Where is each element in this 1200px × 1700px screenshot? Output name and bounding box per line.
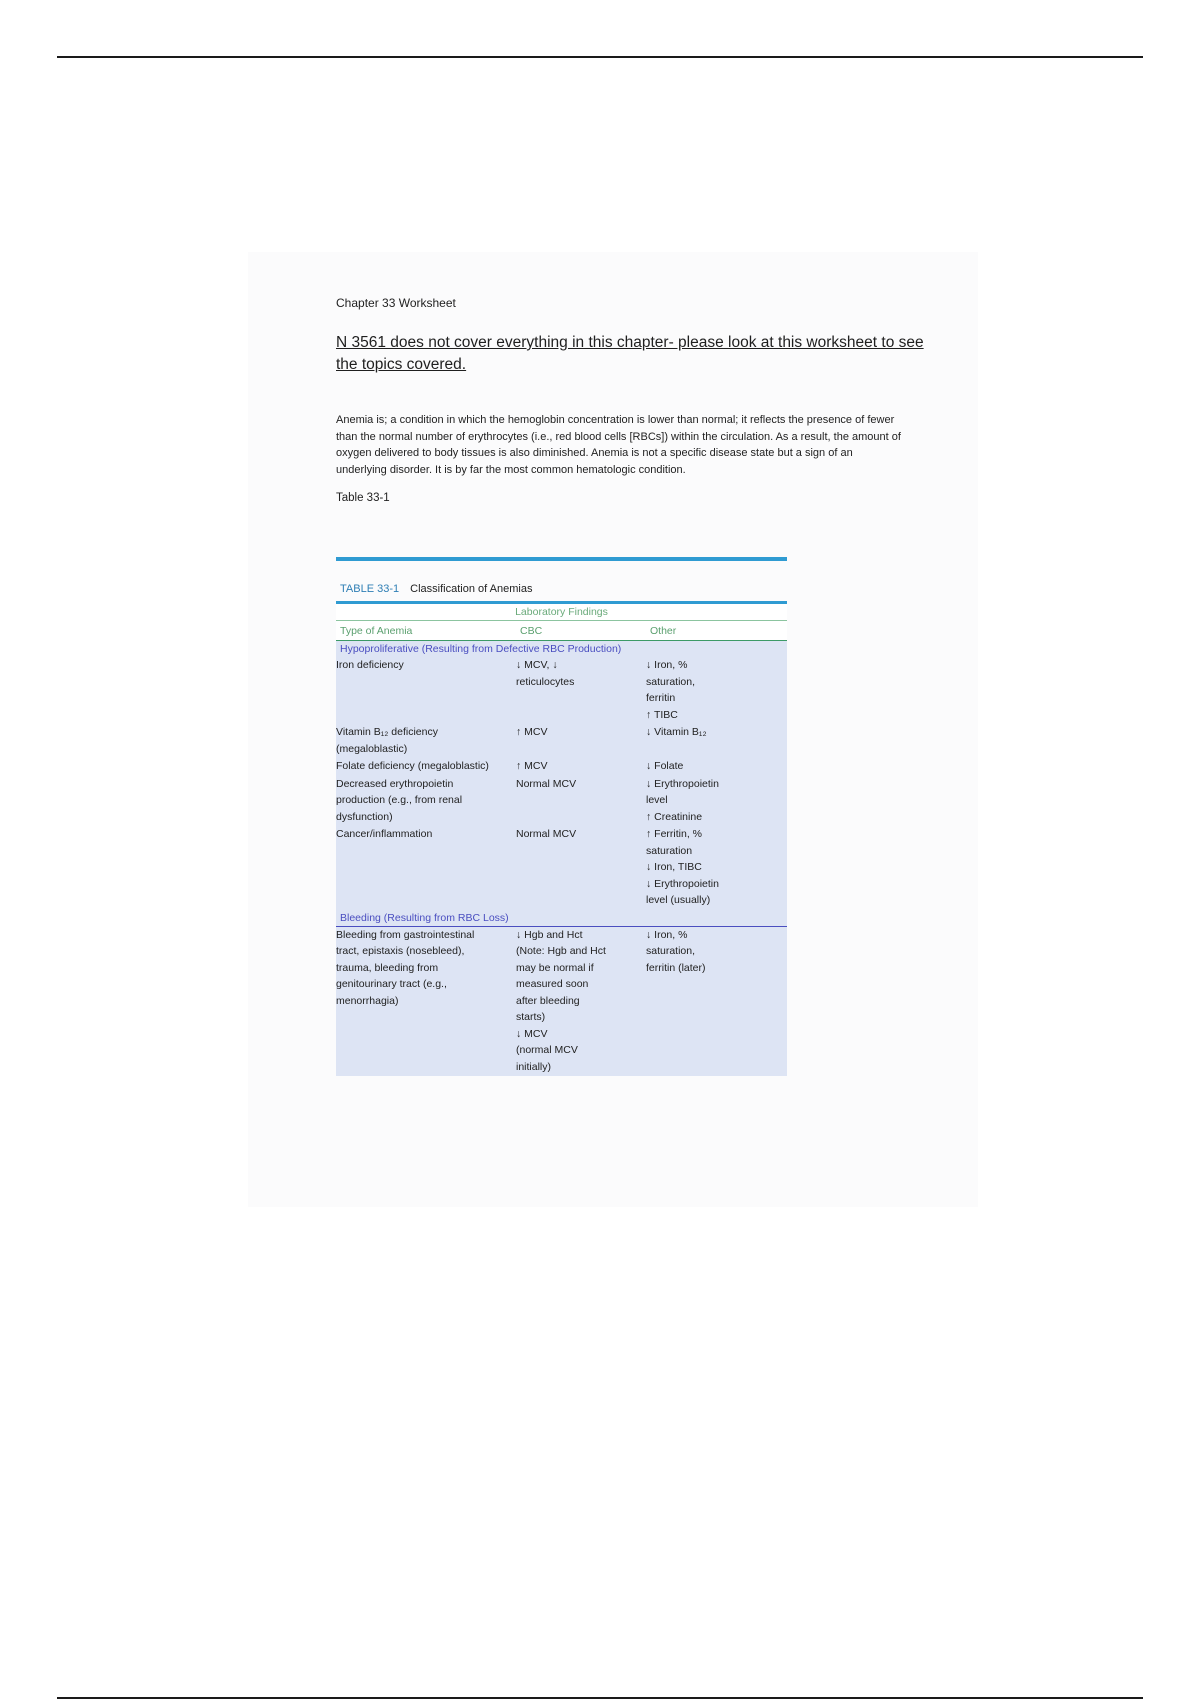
column-header-cbc: CBC: [520, 625, 543, 637]
table-row: [336, 758, 787, 776]
table-row: [336, 724, 787, 758]
cell-other: ↓ Folate: [646, 760, 684, 772]
cell-other: ↑ Ferritin, % saturation ↓ Iron, TIBC ↓ Erythropoietin level (usually): [646, 828, 719, 906]
cell-cbc: Normal MCV: [516, 828, 577, 840]
cell-type: Vitamin B₁₂ deficiency (megaloblastic): [336, 726, 438, 755]
table-number: TABLE 33-1: [340, 583, 400, 595]
cell-other: ↓ Erythropoietin level ↑ Creatinine: [646, 777, 719, 823]
column-headers: [336, 621, 787, 641]
table-label: Table 33-1: [336, 492, 390, 504]
cell-cbc: ↓ Hgb and Hct (Note: Hgb and Hct may be normal if measured soon after bleeding starts) ↓ MCV (normal MCV initially): [516, 928, 606, 1073]
table-caption: [336, 583, 787, 595]
cell-other: ↓ Iron, % saturation, ferritin ↑ TIBC: [646, 659, 696, 721]
column-header-type: Type of Anemia: [340, 625, 413, 637]
chapter-title: Chapter 33 Worksheet: [336, 296, 456, 310]
worksheet-content: [336, 296, 926, 504]
cell-type: Cancer/inflammation: [336, 828, 433, 840]
section-bleeding: Bleeding (Resulting from RBC Loss): [336, 910, 787, 927]
table-title: Classification of Anemias: [410, 583, 533, 595]
column-header-other: Other: [650, 625, 677, 637]
cell-cbc: ↑ MCV: [516, 726, 548, 738]
table-row: [336, 826, 787, 910]
section-hypoproliferative: Hypoproliferative (Resulting from Defective RBC Production): [340, 643, 622, 655]
anemia-definition: Anemia is; a condition in which the hemoglobin concentration is lower than normal; it reflects the presence of fewer than the normal number of erythrocytes (i.e., red blood cells [RBCs]) within the circulation. As a result, the amount of oxygen delivered to body tissues is also diminished. Anemia is not a specific disease state but a sign of an underlying disorder. It is by far the most common hematologic condition.: [336, 414, 901, 476]
cell-cbc: ↓ MCV, ↓ reticulocytes: [516, 659, 575, 688]
table-row: [336, 657, 787, 724]
anemia-table: [336, 557, 787, 1076]
coverage-notice: N 3561 does not cover everything in this chapter- please look at this worksheet to see the topics covered.: [336, 334, 924, 373]
table-body: [336, 601, 787, 1076]
group-header: Laboratory Findings: [336, 601, 787, 621]
bottom-rule: [57, 1697, 1143, 1699]
cell-other: ↓ Vitamin B₁₂: [646, 726, 707, 738]
table-row: [336, 927, 787, 1077]
cell-type: Iron deficiency: [336, 659, 404, 671]
cell-type: Decreased erythropoietin production (e.g., from renal dysfunction): [336, 777, 463, 823]
cell-cbc: ↑ MCV: [516, 760, 548, 772]
cell-type: Folate deficiency (megaloblastic): [336, 760, 489, 772]
table-top-bar: [336, 557, 787, 561]
cell-cbc: Normal MCV: [516, 777, 577, 790]
cell-other: ↓ Iron, % saturation, ferritin (later): [646, 928, 706, 974]
table-row: [336, 776, 787, 827]
top-rule: [57, 56, 1143, 58]
cell-type: Bleeding from gastrointestinal tract, epistaxis (nosebleed), trauma, bleeding from genitourinary tract (e.g., menorrhagia): [336, 928, 475, 1007]
